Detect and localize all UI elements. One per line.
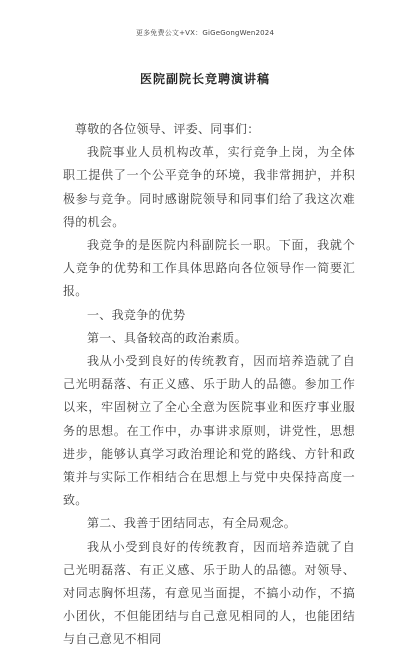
- document-title: 医院副院长竞聘演讲稿: [139, 72, 270, 86]
- body-paragraph: 我从小受到良好的传统教育，因而培养造就了自己光明磊落、有正义感、乐于助人的品德。参加工作以来，牢固树立了全心全意为医院事业和医疗事业服务的思想。在工作中，办事讲求原则，讲党性，思想进步，能够认真学习政治理论和党的路线、方针和政策并与实际工作相结合在思想上与党中央保持高度一致。: [63, 354, 355, 508]
- section-heading: 一、我竞争的优势: [87, 307, 186, 322]
- document-body: [63, 118, 355, 652]
- body-paragraph: 我竞争的是医院内科副院长一职。下面，我就个人竞争的优势和工作具体思路向各位领导作一简要汇报。: [63, 238, 355, 299]
- body-paragraph: 我从小受到良好的传统教育，因而培养造就了自己光明磊落、有正义感、乐于助人的品德。对领导、对同志胸怀坦荡，有意见当面提，不搞小动作，不搞小团伙，不但能团结与自己意见相同的人，也能团结与自己意见不相同: [63, 539, 355, 647]
- body-paragraph: 我院事业人员机构改革，实行竞争上岗，为全体职工提供了一个公平竞争的环境，我非常拥护，并积极参与竞争。同时感谢院领导和同事们给了我这次难得的机会。: [63, 145, 355, 229]
- salutation-paragraph: 尊敬的各位领导、评委、同事们：: [75, 122, 260, 136]
- subsection-heading: 第一、具备较高的政治素质。: [87, 330, 247, 345]
- header-note: 更多免费公文+VX：GiGeGongWen2024: [135, 29, 275, 37]
- subsection-heading: 第二、我善于团结同志，有全局观念。: [87, 516, 297, 531]
